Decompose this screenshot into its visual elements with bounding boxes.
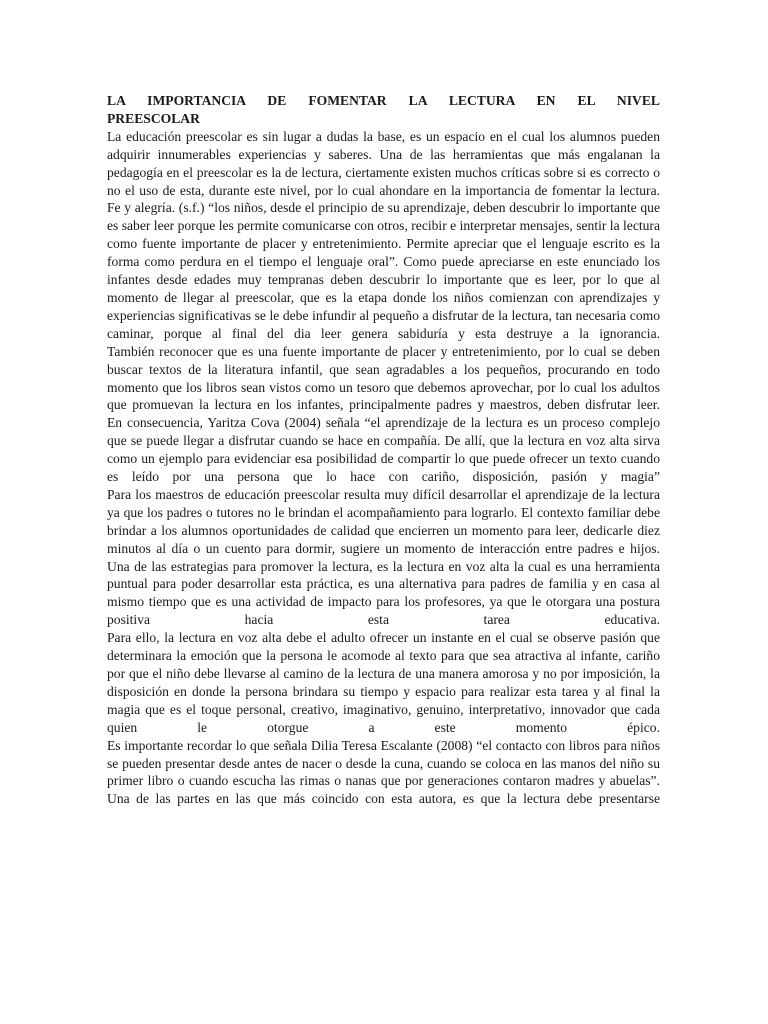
paragraph-5: Para los maestros de educación preescolar resulta muy difícil desarrollar el aprendizaje de la lectura ya que los padres o tutores no le brindan el acompañamiento para lograrlo. El contexto familiar debe brindar a los alumnos oportunidades de calidad que encierren un momento para leer, dedicarle diez minutos al día o un cuento para dormir, sugiere un momento de interacción entre padres e hijos. xyxy=(107,486,660,556)
paragraph-4: En consecuencia, Yaritza Cova (2004) señala “el aprendizaje de la lectura es un proceso complejo que se puede llegar a disfrutar cuando se hace en compañía. De allí, que la lectura en voz alta sirva como un ejemplo para evidenciar esa posibilidad de compartir lo que puede ofrecer un texto cuando es leído por una persona que lo hace con cariño, disposición, pasión y magia” xyxy=(107,415,660,485)
paragraph-6: Una de las estrategias para promover la lectura, es la lectura en voz alta la cual es una herramienta puntual para poder desarrollar esta práctica, es una alternativa para padres de familia y en casa al mismo tiempo que es una actividad de impacto para los profesores, ya que le otorgara una postura positiva hacia esta tarea educativa. xyxy=(107,558,660,628)
document-title xyxy=(107,92,660,128)
paragraph-3: También reconocer que es una fuente importante de placer y entretenimiento, por lo cual se deben buscar textos de la literatura infantil, que sean agradables a los pequeños, procurando en todo momento que los libros sean vistos como un tesoro que debemos aprovechar, por lo cual los adultos que promuevan la lectura en los infantes, principalmente padres y maestros, deben disfrutar leer. xyxy=(107,343,660,413)
document-page xyxy=(107,92,660,808)
paragraph-9: Una de las partes en las que más coincido con esta autora, es que la lectura debe presentarse xyxy=(107,791,660,807)
title-line-1: LA IMPORTANCIA DE FOMENTAR LA LECTURA EN EL NIVEL xyxy=(107,93,660,108)
paragraph-8: Es importante recordar lo que señala Dilia Teresa Escalante (2008) “el contacto con libros para niños se pueden presentar desde antes de nacer o desde la cuna, cuando se coloca en las manos del niño su primer libro o cuando escucha las rimas o nanas que por generaciones contaron madres y abuelas”. xyxy=(107,737,660,789)
paragraph-2: Fe y alegría. (s.f.) “los niños, desde el principio de su aprendizaje, deben descubrir lo importante que es saber leer porque les permite comunicarse con otros, recibir e interpretar mensajes, sentir la lectura como fuente importante de placer y entretenimiento. Permite apreciar que el lenguaje escrito es la forma como perdura en el tiempo el lenguaje oral”. Como puede apreciarse en este enunciado los infantes desde edades muy tempranas deben descubrir lo importante que es leer, por lo que al momento de llegar al preescolar, que es la etapa donde los niños comienzan con aprendizajes y experiencias significativas se le debe infundir al pequeño a disfrutar de la lectura, tan necesaria como caminar, porque al final del dia leer genera sabiduría y esta destruye a la ignorancia. xyxy=(107,200,660,341)
title-line-2: PREESCOLAR xyxy=(107,110,200,126)
paragraph-7: Para ello, la lectura en voz alta debe el adulto ofrecer un instante en el cual se observe pasión que determinara la emoción que la persona le acomode al texto para que sea atractiva al infante, cariño por que el niño debe llevarse al camino de la lectura de una manera amorosa y no por imposición, la disposición en donde la persona brindara su tiempo y espacio para realizar esta tarea y al final la magia que es el toque personal, creativo, imaginativo, genuino, interpretativo, innovador que cada quien le otorgue a este momento épico. xyxy=(107,630,660,735)
paragraph-1: La educación preescolar es sin lugar a dudas la base, es un espacio en el cual los alumnos pueden adquirir innumerables experiencias y saberes. Una de las herramientas que más engalanan la pedagogía en el preescolar es la de lectura, ciertamente existen muchos críticas sobre si es correcto o no el uso de esta, durante este nivel, por lo cual ahondare en la importancia de fomentar la lectura. xyxy=(107,128,660,198)
